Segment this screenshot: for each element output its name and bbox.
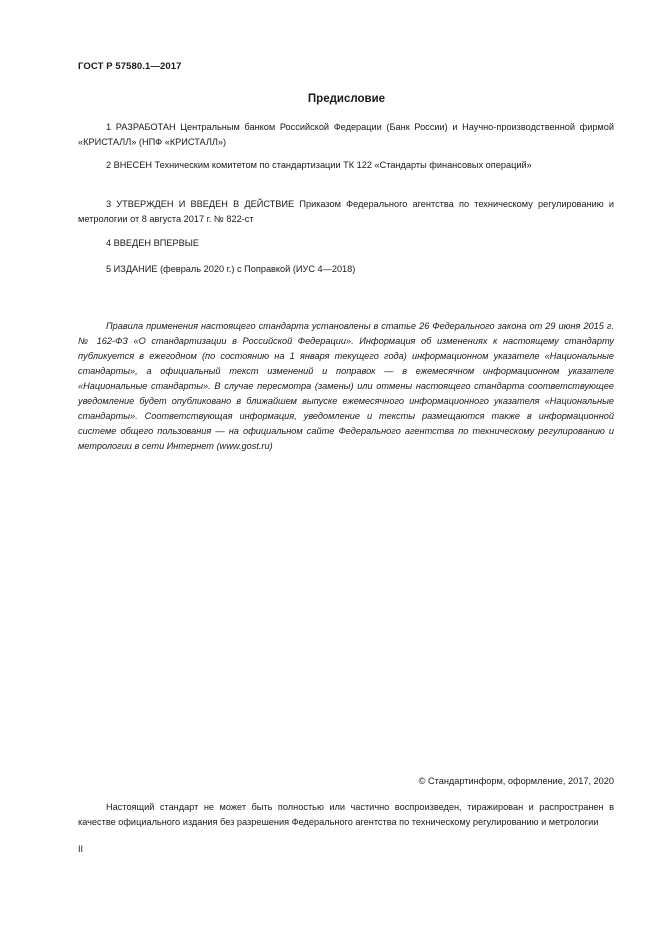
document-code: ГОСТ Р 57580.1—2017 [78, 61, 182, 72]
preface-item-2: 2 ВНЕСЕН Техническим комитетом по стандартизации ТК 122 «Стандарты финансовых операций» [106, 160, 532, 170]
preface-title: Предисловие [307, 93, 386, 105]
preface-item-5: 5 ИЗДАНИЕ (февраль 2020 г.) с Поправкой (ИУС 4—2018) [106, 264, 356, 274]
application-note: Правила применения настоящего стандарта установлены в статье 26 Федерального закона от 29 июня 2015 г. № 162-ФЗ «О стандартизации в Российской Федерации». Информация об изменениях к настоящему стандарту публикуется в ежегодном (по состоянию на 1 января текущего года) информационном указателе «Национальные стандарты», а официальный текст изменений и поправок — в ежемесячном информационном указателе «Национальные стандарты». В случае пересмотра (замены) или отмены настоящего стандарта соответствующее уведомление будет опубликовано в ближайшем выпуске ежемесячного информационного указателя «Национальные стандарты». Соответствующая информация, уведомление и тексты размещаются также в информационной системе общего пользования — на официальном сайте Федерального агентства по техническому регулированию и метрологии в сети Интернет (www.gost.ru) [78, 321, 614, 451]
page-number: II [78, 844, 84, 854]
reproduction-notice: Настоящий стандарт не может быть полностью или частично воспроизведен, тиражирован и распространен в качестве официального издания без разрешения Федерального агентства по техническому регулированию и метрологии [78, 802, 614, 827]
copyright-line: © Стандартинформ, оформление, 2017, 2020 [418, 776, 614, 786]
preface-item-4: 4 ВВЕДЕН ВПЕРВЫЕ [106, 238, 199, 248]
preface-item-3: 3 УТВЕРЖДЕН И ВВЕДЕН В ДЕЙСТВИЕ Приказом Федерального агентства по техническому регулированию и метрологии от 8 августа 2017 г. № 822-ст [78, 199, 614, 224]
preface-item-1: 1 РАЗРАБОТАН Центральным банком Российской Федерации (Банк России) и Научно-производственной фирмой «КРИСТАЛЛ» (НПФ «КРИСТАЛЛ») [78, 122, 614, 147]
